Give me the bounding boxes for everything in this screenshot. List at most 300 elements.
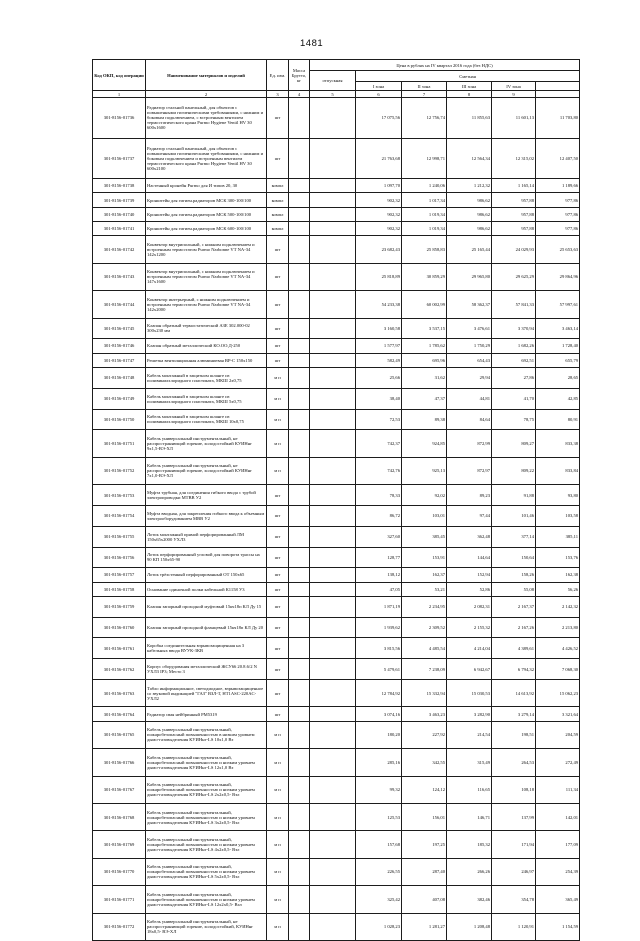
header-gross: Масса Брутто, кг xyxy=(289,60,310,91)
table-row xyxy=(93,222,580,236)
header-price-title: Цена в рублях на IV квартал 2016 года (без НДС) xyxy=(310,60,580,71)
table-row xyxy=(93,638,580,659)
header-code: Код ОКП, код операции xyxy=(93,60,146,91)
row-unit: м п xyxy=(267,803,289,830)
row-release-price xyxy=(310,367,356,388)
row-unit: шт xyxy=(267,98,289,139)
row-price-zone4: 3 370,94 xyxy=(492,318,536,339)
row-code: 301-8156-01766 xyxy=(93,749,146,776)
row-unit: шт xyxy=(267,680,289,707)
row-code: 301-8156-01745 xyxy=(93,318,146,339)
row-unit: м п xyxy=(267,886,289,913)
row-price-zone3: 97,44 xyxy=(447,505,492,526)
row-price-zone3: 986,62 xyxy=(447,222,492,236)
row-price-zone2: 1 019,34 xyxy=(402,207,447,221)
row-price-zone1: 47,05 xyxy=(356,582,402,596)
row-unit: шт xyxy=(267,263,289,290)
row-price-zone5: 162,38 xyxy=(536,568,580,582)
row-gross xyxy=(289,638,310,659)
row-gross xyxy=(289,236,310,263)
row-code: 301-8156-01756 xyxy=(93,547,146,568)
row-unit: м п xyxy=(267,721,289,748)
row-gross xyxy=(289,430,310,457)
table-row xyxy=(93,457,580,484)
row-code: 301-8156-01750 xyxy=(93,409,146,430)
row-release-price xyxy=(310,222,356,236)
row-price-zone2: 162,37 xyxy=(402,568,447,582)
row-price-zone2: 12 756,74 xyxy=(402,98,447,139)
row-price-zone4: 264,53 xyxy=(492,749,536,776)
row-name: Кронштейн для гигиен.радиаторов МСК 600-100/100 xyxy=(146,222,267,236)
column-number: 3 xyxy=(267,91,289,98)
row-unit: компл xyxy=(267,222,289,236)
row-price-zone4: 809,27 xyxy=(492,430,536,457)
row-price-zone2: 4 485,54 xyxy=(402,638,447,659)
row-gross xyxy=(289,318,310,339)
row-code: 301-8156-01752 xyxy=(93,457,146,484)
row-gross xyxy=(289,457,310,484)
row-release-price xyxy=(310,886,356,913)
row-code: 301-8156-01758 xyxy=(93,582,146,596)
row-code: 301-8156-01746 xyxy=(93,339,146,353)
row-gross xyxy=(289,179,310,193)
table-row xyxy=(93,339,580,353)
row-gross xyxy=(289,617,310,638)
row-gross xyxy=(289,568,310,582)
row-price-zone1: 25 818,89 xyxy=(356,263,402,290)
row-price-zone1: 3 815,56 xyxy=(356,638,402,659)
row-price-zone2: 30 859,29 xyxy=(402,263,447,290)
row-unit: шт xyxy=(267,291,289,318)
row-price-zone3: 12 564,34 xyxy=(447,138,492,179)
row-price-zone2: 925,13 xyxy=(402,457,447,484)
row-price-zone4: 692,51 xyxy=(492,353,536,367)
row-price-zone4: 354,78 xyxy=(492,886,536,913)
table-row xyxy=(93,291,580,318)
row-price-zone5: 365,49 xyxy=(536,886,580,913)
row-code: 301-8156-01755 xyxy=(93,526,146,547)
row-name: Клапан запорный проходной муфтовый 15кч18п КЛ Ду 15 xyxy=(146,596,267,617)
table-row xyxy=(93,721,580,748)
table-row xyxy=(93,547,580,568)
row-price-zone3: 84,64 xyxy=(447,409,492,430)
row-release-price xyxy=(310,526,356,547)
row-gross xyxy=(289,98,310,139)
row-price-zone4: 957,88 xyxy=(492,222,536,236)
row-gross xyxy=(289,291,310,318)
row-price-zone5: 833,38 xyxy=(536,430,580,457)
row-code: 301-8156-01753 xyxy=(93,485,146,506)
row-price-zone5: 177,09 xyxy=(536,831,580,858)
header-zone: III зона xyxy=(447,82,492,91)
row-release-price xyxy=(310,98,356,139)
row-price-zone5: 2 142,32 xyxy=(536,596,580,617)
row-gross xyxy=(289,222,310,236)
row-price-zone3: 146,71 xyxy=(447,803,492,830)
row-gross xyxy=(289,582,310,596)
row-price-zone2: 103,01 xyxy=(402,505,447,526)
row-price-zone2: 92,02 xyxy=(402,485,447,506)
row-code: 301-8156-01736 xyxy=(93,98,146,139)
row-unit: м п xyxy=(267,409,289,430)
table-row xyxy=(93,617,580,638)
row-gross xyxy=(289,680,310,707)
row-code: 301-8156-01763 xyxy=(93,680,146,707)
row-price-zone5: 93,80 xyxy=(536,485,580,506)
column-number: 9 xyxy=(492,91,536,98)
row-price-zone3: 152,94 xyxy=(447,568,492,582)
row-price-zone1: 78,33 xyxy=(356,485,402,506)
row-price-zone3: 29 965,80 xyxy=(447,263,492,290)
row-price-zone4: 150,64 xyxy=(492,547,536,568)
table-row xyxy=(93,831,580,858)
table-row xyxy=(93,596,580,617)
row-code: 301-8156-01769 xyxy=(93,831,146,858)
row-price-zone1: 902,32 xyxy=(356,222,402,236)
row-code: 301-8156-01760 xyxy=(93,617,146,638)
row-price-zone5: 1 189,66 xyxy=(536,179,580,193)
header-zone: I зона xyxy=(356,82,402,91)
row-price-zone3: 214,54 xyxy=(447,721,492,748)
row-name: Кабель монтажный в защитном шланге из поливинилхлоридного пластиката, МКШ 5х0,75 xyxy=(146,388,267,409)
row-unit: м п xyxy=(267,749,289,776)
row-price-zone3: 654,43 xyxy=(447,353,492,367)
row-unit: м п xyxy=(267,430,289,457)
row-name: Кабель универсальный инструментальный, не распространяющий горение, холодостойкий, КУИНнг 18х0,5- ВЭ-ХЛ xyxy=(146,913,267,940)
row-release-price xyxy=(310,318,356,339)
row-release-price xyxy=(310,430,356,457)
row-name: Корпус оборудования металлический ЖСУ66 20.8.6/2 N УХЛ3 IP3; Место 3 xyxy=(146,659,267,680)
row-price-zone4: 1 120,91 xyxy=(492,913,536,940)
row-price-zone2: 156,01 xyxy=(402,803,447,830)
row-unit: шт xyxy=(267,596,289,617)
row-unit: шт xyxy=(267,485,289,506)
row-price-zone4: 11 601,13 xyxy=(492,98,536,139)
row-gross xyxy=(289,505,310,526)
row-gross xyxy=(289,409,310,430)
row-price-zone2: 3 537,15 xyxy=(402,318,447,339)
row-price-zone1: 1 028,23 xyxy=(356,913,402,940)
row-price-zone4: 137,99 xyxy=(492,803,536,830)
row-price-zone3: 2 155,32 xyxy=(447,617,492,638)
row-price-zone5: 977,86 xyxy=(536,193,580,207)
column-number: 8 xyxy=(447,91,492,98)
row-price-zone2: 1 017,34 xyxy=(402,193,447,207)
row-name: Лоток перфорированный угловой для поворота трассы на 90 КП 150х65-90 xyxy=(146,547,267,568)
row-price-zone4: 101,46 xyxy=(492,505,536,526)
row-name: Муфта трубная, для соединения гибкого ввода с трубой электропроводки МТВВ У2 xyxy=(146,485,267,506)
table-row xyxy=(93,749,580,776)
row-unit: шт xyxy=(267,236,289,263)
table-body xyxy=(93,98,580,941)
row-price-zone5: 385,11 xyxy=(536,526,580,547)
row-price-zone4: 57 841,33 xyxy=(492,291,536,318)
row-price-zone2: 25 858,83 xyxy=(402,236,447,263)
row-release-price xyxy=(310,353,356,367)
row-release-price xyxy=(310,803,356,830)
header-unit: Ед. изм. xyxy=(267,60,289,91)
row-name: Кронштейн для гигиен.радиаторов МСК 300-100/100 xyxy=(146,193,267,207)
table-row xyxy=(93,138,580,179)
row-release-price xyxy=(310,659,356,680)
row-price-zone1: 742,76 xyxy=(356,457,402,484)
row-release-price xyxy=(310,207,356,221)
row-price-zone2: 12 998,71 xyxy=(402,138,447,179)
row-price-zone5: 56,26 xyxy=(536,582,580,596)
row-unit: шт xyxy=(267,138,289,179)
row-code: 301-8156-01738 xyxy=(93,179,146,193)
row-price-zone2: 47,37 xyxy=(402,388,447,409)
row-price-zone5: 80,91 xyxy=(536,409,580,430)
row-unit: шт xyxy=(267,339,289,353)
table-row xyxy=(93,430,580,457)
table-row xyxy=(93,526,580,547)
row-unit: шт xyxy=(267,568,289,582)
row-price-zone4: 2 167,26 xyxy=(492,617,536,638)
row-price-zone4: 809,22 xyxy=(492,457,536,484)
row-name: Кабель универсальный инструментальный, не распространяющий горение, холодостойкий КУИНнг 7х1,0-ВЭ-ХЛ xyxy=(146,457,267,484)
row-release-price xyxy=(310,913,356,940)
row-price-zone3: 116,65 xyxy=(447,776,492,803)
row-price-zone1: 138,12 xyxy=(356,568,402,582)
row-name: Кабель универсальный инструментальный, пожаробезопасный повышенностью и низким уровнем дымо-газовыделения КУИНнг-LS 5х2х0,5- Вэл xyxy=(146,858,267,885)
table-row xyxy=(93,485,580,506)
row-release-price xyxy=(310,291,356,318)
table-row xyxy=(93,707,580,721)
row-price-zone1: 285,16 xyxy=(356,749,402,776)
row-code: 301-8156-01748 xyxy=(93,367,146,388)
row-gross xyxy=(289,596,310,617)
row-gross xyxy=(289,207,310,221)
row-gross xyxy=(289,913,310,940)
row-price-zone4: 91,88 xyxy=(492,485,536,506)
row-gross xyxy=(289,803,310,830)
table-row xyxy=(93,659,580,680)
row-release-price xyxy=(310,617,356,638)
row-price-zone1: 902,32 xyxy=(356,207,402,221)
row-price-zone1: 5 479,61 xyxy=(356,659,402,680)
row-gross xyxy=(289,707,310,721)
row-release-price xyxy=(310,505,356,526)
table-row xyxy=(93,353,580,367)
row-name: Радиатор стальной панельный, для объектов с повышенными гигиеническими требованиями, с нижним и боковым подключением, с встроенным вентилем термостатического крана Purmo Hygiene Ventil HV 30 600х1600 xyxy=(146,98,267,139)
row-price-zone1: 3 160,58 xyxy=(356,318,402,339)
row-code: 301-8156-01737 xyxy=(93,138,146,179)
row-gross xyxy=(289,547,310,568)
row-gross xyxy=(289,388,310,409)
row-price-zone5: 2 213,80 xyxy=(536,617,580,638)
row-price-zone3: 362,48 xyxy=(447,526,492,547)
row-price-zone2: 1 785,62 xyxy=(402,339,447,353)
row-code: 301-8156-01761 xyxy=(93,638,146,659)
table-row xyxy=(93,263,580,290)
row-name: Кабель универсальный инструментальный, пожаробезопасный повышенностью в низким уровнем дымо-газовыделения КУИНнг-LS 10х1,0 Вэ xyxy=(146,721,267,748)
row-unit: м п xyxy=(267,388,289,409)
row-name: Конвектор внутрипольный, с нижним подключением и встроенным термостатом Purmo Narbonne VT NA-34 147х1600 xyxy=(146,263,267,290)
row-gross xyxy=(289,193,310,207)
table-row xyxy=(93,776,580,803)
row-gross xyxy=(289,659,310,680)
row-name: Решетка вентиляционная алюминиевая ВР-С 150х150 xyxy=(146,353,267,367)
row-price-zone4: 957,88 xyxy=(492,207,536,221)
row-price-zone5: 57 997,61 xyxy=(536,291,580,318)
row-name: Кабель монтажный в защитном шланге из поливинилхлоридного пластиката, МКШ 10х0,75 xyxy=(146,409,267,430)
header-zone: II зона xyxy=(402,82,447,91)
row-unit: м п xyxy=(267,913,289,940)
row-price-zone2: 287,40 xyxy=(402,858,447,885)
row-release-price xyxy=(310,858,356,885)
price-table xyxy=(92,59,580,941)
row-price-zone1: 128,77 xyxy=(356,547,402,568)
table-row xyxy=(93,886,580,913)
row-release-price xyxy=(310,179,356,193)
row-release-price xyxy=(310,776,356,803)
row-name: Основание одиночной полки кабельной К1158 У3 xyxy=(146,582,267,596)
row-gross xyxy=(289,886,310,913)
page-number: 1481 xyxy=(300,38,324,49)
row-unit: шт xyxy=(267,659,289,680)
row-price-zone4: 3 279,14 xyxy=(492,707,536,721)
row-gross xyxy=(289,721,310,748)
row-name: Кабель универсальный инструментальный, пожаробезопасный повышенностью и низким уровнем дымо-газовыделения КУИНнг-LS 4х2х0,5- Вэл xyxy=(146,831,267,858)
row-price-zone1: 325,42 xyxy=(356,886,402,913)
row-price-zone5: 977,86 xyxy=(536,222,580,236)
row-unit: компл xyxy=(267,193,289,207)
row-price-zone1: 99,32 xyxy=(356,776,402,803)
row-name: Радиатор стальной панельный, для объектов с повышенными гигиеническими требованиями, с нижним и боковым подключением и встроенным вентилем термостатического крана Purmo Hygiene Ventil HV 30 600х2100 xyxy=(146,138,267,179)
row-unit: шт xyxy=(267,582,289,596)
row-price-zone2: 89,38 xyxy=(402,409,447,430)
row-price-zone3: 266,26 xyxy=(447,858,492,885)
row-price-zone1: 38,40 xyxy=(356,388,402,409)
row-price-zone1: 3 074,16 xyxy=(356,707,402,721)
row-code: 301-8156-01743 xyxy=(93,263,146,290)
table-header xyxy=(93,60,580,98)
row-price-zone5: 655,79 xyxy=(536,353,580,367)
table-row xyxy=(93,680,580,707)
row-code: 301-8156-01754 xyxy=(93,505,146,526)
row-price-zone3: 3 476,61 xyxy=(447,318,492,339)
row-price-zone1: 1 871,19 xyxy=(356,596,402,617)
row-price-zone5: 3 463,14 xyxy=(536,318,580,339)
table-row xyxy=(93,568,580,582)
row-name: Кабель универсальный инструментальный, пожаробезопасный повышенностью и низким уровнем дымо-газовыделения КУИНнг-LS 2х2х0,5- Вэл xyxy=(146,776,267,803)
row-price-zone4: 1 682,26 xyxy=(492,339,536,353)
row-price-zone1: 25,66 xyxy=(356,367,402,388)
row-price-zone5: 3 321,64 xyxy=(536,707,580,721)
row-price-zone3: 4 214,04 xyxy=(447,638,492,659)
row-price-zone2: 924,85 xyxy=(402,430,447,457)
row-release-price xyxy=(310,138,356,179)
row-price-zone2: 342,55 xyxy=(402,749,447,776)
row-price-zone3: 11 855,63 xyxy=(447,98,492,139)
row-unit: шт xyxy=(267,526,289,547)
row-price-zone4: 24 029,93 xyxy=(492,236,536,263)
table-row xyxy=(93,193,580,207)
header-name: Наименование материалов и изделий xyxy=(146,60,267,91)
column-number: 6 xyxy=(356,91,402,98)
row-price-zone2: 227,92 xyxy=(402,721,447,748)
row-unit: шт xyxy=(267,505,289,526)
row-price-zone4: 246,97 xyxy=(492,858,536,885)
row-name: Радиатор свая нейбринный РМ5319 xyxy=(146,707,267,721)
row-price-zone2: 2 309,52 xyxy=(402,617,447,638)
row-price-zone3: 1 208,48 xyxy=(447,913,492,940)
row-code: 301-8156-01742 xyxy=(93,236,146,263)
table-row xyxy=(93,367,580,388)
row-price-zone5: 142,01 xyxy=(536,803,580,830)
header-zone-blank xyxy=(536,82,580,91)
row-price-zone1: 327,60 xyxy=(356,526,402,547)
row-price-zone5: 12 407,50 xyxy=(536,138,580,179)
row-release-price xyxy=(310,568,356,582)
row-price-zone4: 171,94 xyxy=(492,831,536,858)
table-row xyxy=(93,409,580,430)
row-code: 301-8156-01749 xyxy=(93,388,146,409)
row-name: Кабель универсальный инструментальный, пожаробезопасный повышенностью и низким уровнем дымо-газовыделения КУИНнг-LS 12х1,0 Вэ xyxy=(146,749,267,776)
header-estimate: Сметная xyxy=(356,71,580,82)
header-release: отпускная xyxy=(310,71,356,91)
table-row xyxy=(93,207,580,221)
row-price-zone4: 1 165,14 xyxy=(492,179,536,193)
row-release-price xyxy=(310,721,356,748)
row-price-zone4: 29 625,29 xyxy=(492,263,536,290)
row-unit: шт xyxy=(267,318,289,339)
row-price-zone1: 72,53 xyxy=(356,409,402,430)
row-price-zone2: 197,25 xyxy=(402,831,447,858)
row-code: 301-8156-01741 xyxy=(93,222,146,236)
row-gross xyxy=(289,831,310,858)
row-gross xyxy=(289,749,310,776)
row-price-zone1: 180,20 xyxy=(356,721,402,748)
row-price-zone3: 872,97 xyxy=(447,457,492,484)
row-price-zone3: 3 282,90 xyxy=(447,707,492,721)
table-row xyxy=(93,803,580,830)
row-name: Кабель универсальный инструментальный, пожаробезопасный повышенностью и низким уровнем дымо-газовыделения КУИНнг-LS 12х2х0,5- Вэл xyxy=(146,886,267,913)
row-price-zone3: 144,64 xyxy=(447,547,492,568)
row-code: 301-8156-01739 xyxy=(93,193,146,207)
row-name: Лоток монтажный прямой перфорированный ЛМ 150х65х2000 УХЛ3 xyxy=(146,526,267,547)
row-price-zone2: 385,45 xyxy=(402,526,447,547)
row-release-price xyxy=(310,263,356,290)
row-price-zone2: 1 281,27 xyxy=(402,913,447,940)
row-price-zone2: 153,91 xyxy=(402,547,447,568)
row-price-zone1: 582,49 xyxy=(356,353,402,367)
row-price-zone1: 86,72 xyxy=(356,505,402,526)
table-row xyxy=(93,913,580,940)
row-price-zone4: 158,26 xyxy=(492,568,536,582)
row-price-zone4: 2 167,37 xyxy=(492,596,536,617)
row-price-zone2: 407,08 xyxy=(402,886,447,913)
row-unit: м п xyxy=(267,831,289,858)
row-price-zone5: 1 154,59 xyxy=(536,913,580,940)
row-price-zone1: 17 075,56 xyxy=(356,98,402,139)
row-price-zone2: 15 332,94 xyxy=(402,680,447,707)
table-row xyxy=(93,179,580,193)
row-name: Лоток трёхстенный перфорированный ОТ 150х65 xyxy=(146,568,267,582)
row-release-price xyxy=(310,339,356,353)
row-price-zone3: 58 362,37 xyxy=(447,291,492,318)
row-release-price xyxy=(310,236,356,263)
row-price-zone3: 986,62 xyxy=(447,193,492,207)
row-unit: шт xyxy=(267,638,289,659)
row-code: 301-8156-01759 xyxy=(93,596,146,617)
row-price-zone3: 2 082,31 xyxy=(447,596,492,617)
row-price-zone5: 15 062,23 xyxy=(536,680,580,707)
row-gross xyxy=(289,138,310,179)
row-code: 301-8156-01747 xyxy=(93,353,146,367)
row-release-price xyxy=(310,582,356,596)
